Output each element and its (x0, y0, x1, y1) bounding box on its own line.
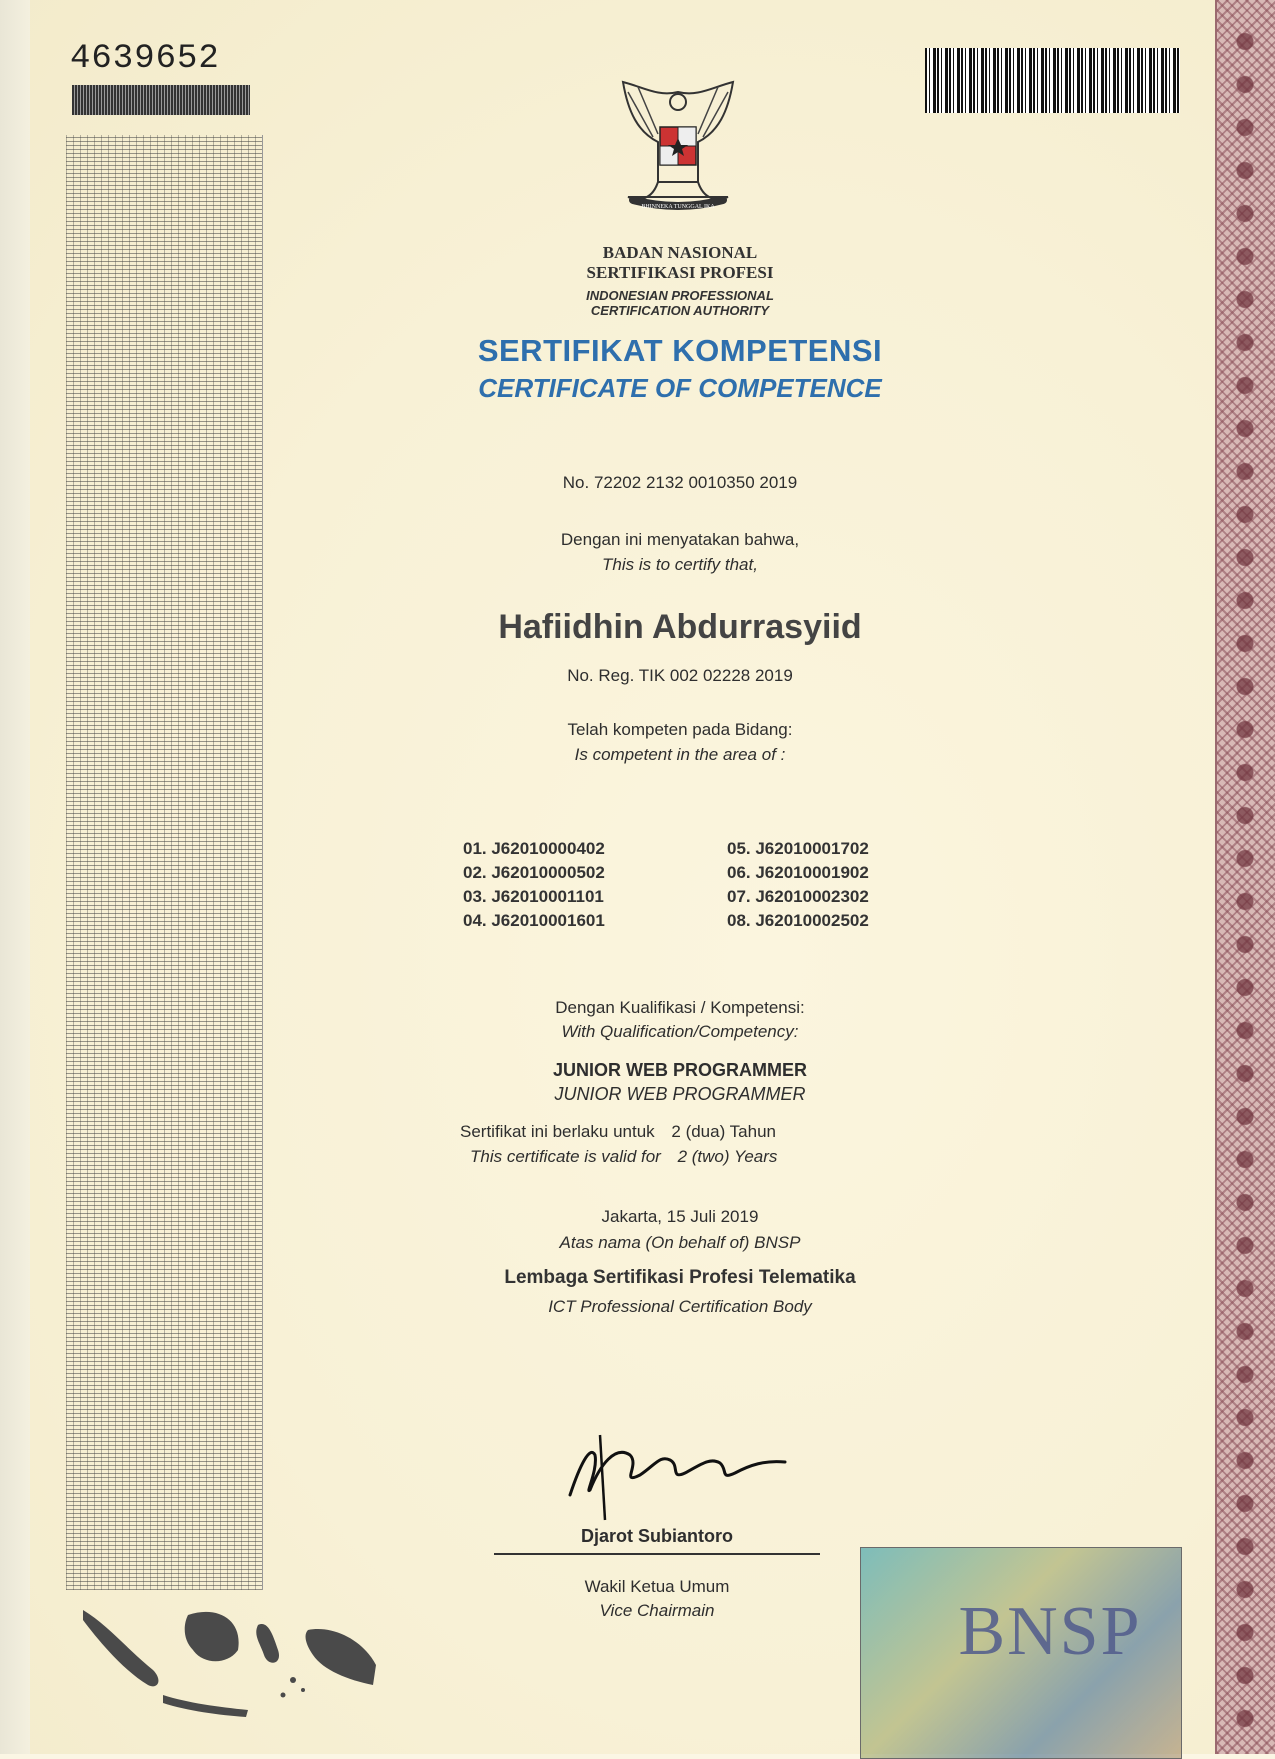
authority-line1: BADAN NASIONAL (602, 243, 758, 262)
qualification-name-id: JUNIOR WEB PROGRAMMER (552, 1060, 807, 1080)
authority-name-id (300, 243, 1060, 283)
garuda-emblem-icon (598, 72, 758, 222)
certify-id: Dengan ini menyatakan bahwa, (560, 530, 800, 549)
emblem-motto: BHINNEKA TUNGGAL IKA (641, 204, 715, 210)
certify-en: This is to certify that, (602, 555, 758, 574)
indonesia-map-icon (78, 1595, 378, 1725)
signatory-name: Djarot Subiantoro (581, 1526, 733, 1546)
qualification-label-en: With Qualification/Competency: (561, 1022, 799, 1041)
unit-code: 07. J62010002302 (727, 887, 869, 906)
serial-number-bar (72, 85, 250, 115)
barcode (925, 48, 1180, 113)
unit-code: 06. J62010001902 (727, 863, 869, 882)
issue-behalf: Atas nama (On behalf of) BNSP (559, 1233, 801, 1252)
microtext-security-strip (66, 135, 263, 1590)
qualification-name-en: JUNIOR WEB PROGRAMMER (554, 1084, 806, 1104)
issuing-body-en: ICT Professional Certification Body (548, 1297, 812, 1316)
validity-value-id: 2 (dua) Tahun (671, 1122, 776, 1141)
unit-code: 01. J62010000402 (463, 839, 605, 858)
unit-code: 05. J62010001702 (727, 839, 869, 858)
qualification-label-id: Dengan Kualifikasi / Kompetensi: (555, 998, 805, 1017)
hologram-text: BNSP (958, 1593, 1142, 1670)
certificate-number: No. 72202 2132 0010350 2019 (562, 473, 798, 492)
competent-id: Telah kompeten pada Bidang: (567, 720, 793, 739)
validity-label-id: Sertifikat ini berlaku untuk (460, 1122, 655, 1141)
validity-label-en: This certificate is valid for (470, 1147, 661, 1166)
title-en: CERTIFICATE OF COMPETENCE (478, 373, 882, 403)
holder-registration: No. Reg. TIK 002 02228 2019 (567, 666, 793, 685)
unit-code: 03. J62010001101 (463, 887, 604, 906)
validity-en (470, 1147, 777, 1167)
signature-icon (560, 1415, 800, 1525)
signature-line (494, 1553, 820, 1555)
title-id: SERTIFIKAT KOMPETENSI (477, 333, 883, 368)
signatory-title-en: Vice Chairmain (599, 1601, 715, 1620)
paper-edge (0, 0, 30, 1754)
issue-place-date: Jakarta, 15 Juli 2019 (601, 1207, 759, 1226)
authority-line2: SERTIFIKASI PROFESI (586, 263, 774, 282)
unit-code: 08. J62010002502 (727, 911, 869, 930)
issuing-body-id: Lembaga Sertifikasi Profesi Telematika (504, 1267, 856, 1288)
units-right-column (727, 837, 869, 933)
signatory-title-id: Wakil Ketua Umum (584, 1577, 730, 1596)
validity-value-en: 2 (two) Years (677, 1147, 778, 1166)
serial-number: 4639652 (70, 40, 220, 78)
validity-id (460, 1122, 776, 1142)
unit-code: 04. J62010001601 (463, 911, 605, 930)
authority-en-line1: INDONESIAN PROFESSIONAL (586, 288, 774, 303)
authority-name-en (300, 288, 1060, 318)
guilloche-border-pattern (1230, 20, 1260, 1740)
unit-code: 02. J62010000502 (463, 863, 605, 882)
holder-name: Hafiidhin Abdurrasyiid (498, 608, 862, 646)
competent-en: Is competent in the area of : (574, 745, 786, 764)
units-left-column (463, 837, 605, 933)
authority-en-line2: CERTIFICATION AUTHORITY (590, 303, 770, 318)
